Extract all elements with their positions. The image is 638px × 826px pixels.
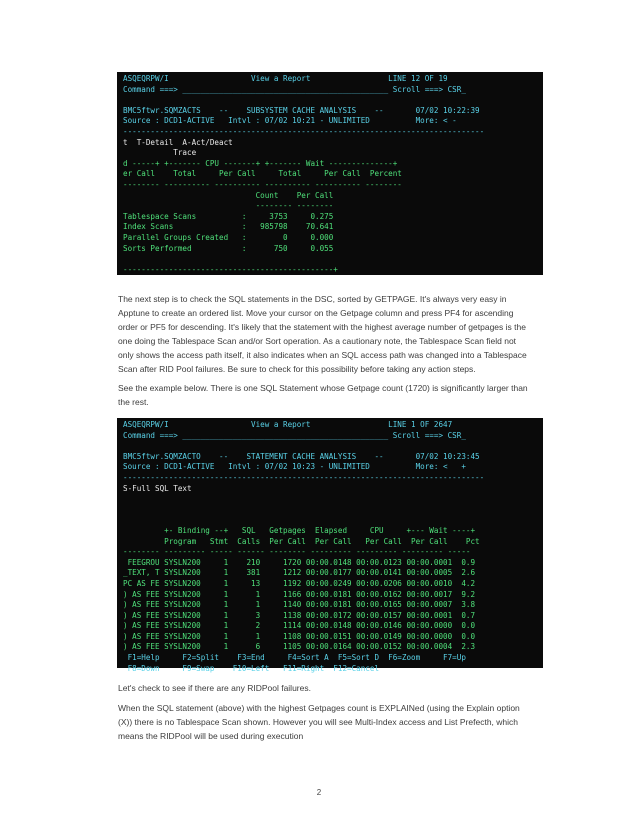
terminal-line xyxy=(123,515,543,526)
paragraph-ridpool-check: Let's check to see if there are any RIDPool failures. xyxy=(118,683,311,693)
page-number: 2 xyxy=(316,788,322,797)
terminal-line: FEEGROU SYSLN200 1 210 1720 00:00.0148 00:00.0123 00:00.0001 0.9 xyxy=(123,557,476,567)
terminal-line: ) AS FEE SYSLN200 1 6 1105 00:00.0164 00:00.0152 00:00.0004 2.3 xyxy=(123,642,476,652)
paragraph-example-intro: See the example below. There is one SQL Statement whose Getpage count (1720) is significantly larger than the rest. xyxy=(118,383,528,408)
terminal-line: Command ===> _____________________________________________ Scroll ===> CSR_ xyxy=(123,84,466,94)
terminal-line: Parallel Groups Created : 0 0.000 xyxy=(123,232,334,242)
terminal-line: F1=Help F2=Split F3=End F4=Sort A F5=Sort D F6=Zoom F7=Up xyxy=(123,653,466,663)
terminal-screenshot-statement-cache xyxy=(117,418,543,673)
terminal-line: Count Per Call xyxy=(123,190,334,200)
terminal-line: +- Binding --+ SQL Getpages Elapsed CPU +--- Wait ----+ xyxy=(123,525,476,535)
terminal-line: Tablespace Scans : 3753 0.275 xyxy=(123,211,334,221)
terminal-line xyxy=(123,441,543,452)
terminal-line: ASQEQRPW/I View a Report LINE 1 OF 2647 xyxy=(123,420,453,429)
terminal-line: Sorts Performed : 750 0.055 xyxy=(123,243,334,253)
terminal-line: BMC5ftwr.SQMZACTS -- SUBSYSTEM CACHE ANALYSIS -- 07/02 10:22:39 xyxy=(123,105,480,115)
paragraph-getpage-instructions: The next step is to check the SQL statements in the DSC, sorted by GETPAGE. It's always very easy in Apptune to create an ordered list. Move your cursor on the Getpage column and press PF4 for ascending order or PF5 for descending. It's likely that the statement with the highest average number of getpages is the one doing the Tablespace Scan and/or Sort operation. As a cautionary note, the Tablespace Scan field not only shows the access path itself, it also indicates when an SQL access path was changed into a Tablespace Scan after RID Pool failures. Be sure to check for this possibility before taking any action steps. xyxy=(118,294,527,375)
terminal-line: F8=Down F9=Swap F10=Left F11=Right F12=Cancel xyxy=(123,663,380,673)
terminal-line: t T-Detail A-Act/Deact xyxy=(123,137,233,147)
terminal-line: Trace xyxy=(123,148,197,158)
terminal-line: Source : DCD1-ACTIVE Intvl : 07/02 10:21 - UNLIMITED More: < - xyxy=(123,116,457,126)
terminal-line: ) AS FEE SYSLN200 1 2 1114 00:00.0148 00:00.0146 00:00.0000 0.0 xyxy=(123,621,476,631)
terminal-line: ) AS FEE SYSLN200 1 3 1138 00:00.0172 00:00.0157 00:00.0001 0.7 xyxy=(123,610,476,620)
terminal-line: Command ===> _____________________________________________ Scroll ===> CSR_ xyxy=(123,430,466,440)
terminal-screenshot-subsystem-cache xyxy=(117,72,543,275)
terminal-line: er Call Total Per Call Total Per Call Percent xyxy=(123,169,402,179)
terminal-line: -------- --------- ----- ------ -------- --------- --------- --------- ----- xyxy=(123,547,471,557)
terminal-line: S-Full SQL Text xyxy=(123,483,192,493)
terminal-line: Program Stmt Calls Per Call Per Call Per Call Per Call Pct xyxy=(123,536,480,546)
terminal-line: ----------------------------------------------+ xyxy=(123,264,338,274)
terminal-line: d -----+ +------- CPU -------+ +------- Wait --------------+ xyxy=(123,158,398,168)
terminal-line: ASQEQRPW/I View a Report LINE 12 OF 19 xyxy=(123,74,448,83)
terminal-line: ) AS FEE SYSLN200 1 1 1166 00:00.0181 00:00.0162 00:00.0017 9.2 xyxy=(123,589,476,599)
paragraph-explain-result: When the SQL statement (above) with the highest Getpages count is EXPLAINed (using the Explain option (X)) there is no Tablespace Scan shown. However you will see Multi-Index access and List Prefecth, which means the RIDPool will be used during execution xyxy=(118,703,520,742)
terminal-line: ------------------------------------------------------------------------------- xyxy=(123,472,485,482)
terminal-line xyxy=(123,95,543,106)
terminal-line: Source : DCD1-ACTIVE Intvl : 07/02 10:23 - UNLIMITED More: < + xyxy=(123,462,466,472)
terminal-line xyxy=(123,505,543,516)
terminal-line: ) AS FEE SYSLN200 1 1 1140 00:00.0181 00:00.0165 00:00.0007 3.8 xyxy=(123,600,476,610)
terminal-line xyxy=(123,254,543,265)
terminal-line: -------- -------- xyxy=(123,201,334,211)
terminal-line xyxy=(123,494,543,505)
terminal-line: ) AS FEE SYSLN200 1 1 1108 00:00.0151 00:00.0149 00:00.0000 0.0 xyxy=(123,631,476,641)
terminal-line: _TEXT, T SYSLN200 1 381 1212 00:00.0177 00:00.0141 00:00.0005 2.6 xyxy=(123,568,476,578)
terminal-line: BMC5ftwr.SQMZACTO -- STATEMENT CACHE ANALYSIS -- 07/02 10:23:45 xyxy=(123,451,480,461)
terminal-line: ------------------------------------------------------------------------------- xyxy=(123,126,485,136)
terminal-line: PC AS FE SYSLN200 1 13 1192 00:00.0249 00:00.0206 00:00.0010 4.2 xyxy=(123,578,476,588)
terminal-line: -------- ---------- ---------- ---------- ---------- -------- xyxy=(123,179,402,189)
terminal-line: Index Scans : 985798 70.641 xyxy=(123,222,334,232)
